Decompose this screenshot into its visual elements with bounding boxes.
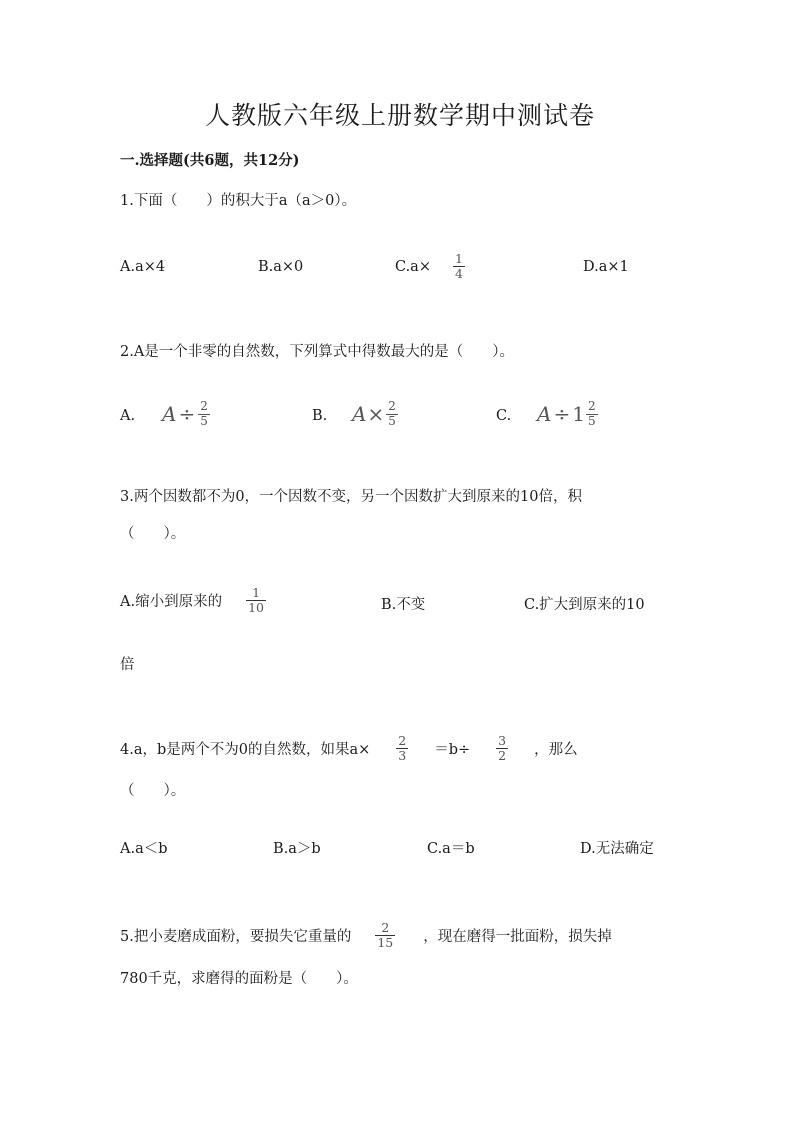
question-3-line-2: （ ）。	[120, 526, 186, 542]
multiplication-sign: ×	[367, 402, 385, 427]
fraction-denominator: 5	[388, 413, 396, 428]
question-4-line-1	[120, 734, 578, 764]
fraction-denominator: 2	[498, 748, 507, 764]
q2-option-c-expression	[537, 400, 598, 429]
math-variable: A	[537, 402, 552, 427]
question-5-line-2: 780千克，求磨得的面粉是（ ）。	[120, 971, 358, 987]
math-fraction	[198, 400, 210, 429]
math-fraction	[586, 400, 598, 429]
division-sign: ÷	[178, 402, 196, 427]
q1-option-c	[395, 252, 465, 282]
q4-text-part-2: ＝b÷	[434, 742, 471, 759]
page-title: 人教版六年级上册数学期中测试卷	[204, 101, 595, 130]
question-1-text: 1.下面（ ）的积大于a（a＞0）。	[120, 193, 357, 209]
q3-option-a-prefix: A.缩小到原来的	[120, 594, 223, 611]
q2-option-b-expression	[352, 400, 398, 429]
q1-option-a: A.a×4	[120, 259, 166, 275]
q4-option-c: C.a＝b	[427, 841, 475, 857]
q3-option-b: B.不变	[381, 597, 426, 613]
fraction-denominator: 15	[377, 935, 394, 951]
q1-option-c-fraction	[453, 252, 465, 282]
math-fraction	[386, 400, 398, 429]
fraction-denominator: 5	[200, 413, 208, 428]
q4-option-b: B.a＞b	[273, 841, 321, 857]
q1-option-d: D.a×1	[583, 259, 629, 275]
question-3-line-1: 3.两个因数都不为0，一个因数不变，另一个因数扩大到原来的10倍，积	[120, 489, 583, 505]
division-sign: ÷	[553, 402, 571, 427]
fraction-numerator: 2	[200, 399, 208, 413]
q1-option-b: B.a×0	[258, 259, 304, 275]
math-variable: A	[162, 402, 177, 427]
fraction-numerator: 2	[398, 733, 407, 748]
q3-option-a	[120, 586, 266, 616]
q4-text-part-1: 4.a，b是两个不为0的自然数，如果a×	[120, 742, 371, 759]
fraction-numerator: 2	[381, 920, 390, 935]
q3-option-a-fraction	[246, 586, 266, 616]
fraction-denominator: 5	[587, 413, 596, 428]
fraction-denominator: 4	[454, 266, 463, 282]
q5-text-part-2: ，现在磨得一批面粉，损失掉	[423, 929, 612, 946]
q3-option-c-line-1: C.扩大到原来的10	[524, 597, 645, 613]
question-4-line-2: （ ）。	[120, 783, 186, 799]
mixed-number-whole: 1	[572, 402, 585, 427]
q4-fraction-2	[496, 734, 508, 764]
question-2-text: 2.A是一个非零的自然数，下列算式中得数最大的是（ ）。	[120, 344, 515, 360]
q4-option-d: D.无法确定	[580, 841, 654, 857]
fraction-denominator: 3	[398, 748, 407, 764]
q2-option-a-expression	[162, 400, 210, 429]
question-5-line-1	[120, 921, 612, 951]
section-heading: 一.选择题(共6题，共12分)	[120, 152, 300, 169]
fraction-numerator: 2	[388, 399, 396, 413]
fraction-numerator: 1	[454, 251, 463, 266]
q2-option-a-label: A.	[120, 408, 136, 424]
fraction-numerator: 1	[252, 585, 261, 600]
q2-option-b-label: B.	[312, 408, 328, 424]
q4-fraction-1	[396, 734, 408, 764]
q2-option-c-label: C.	[496, 408, 512, 424]
q4-option-a: A.a＜b	[120, 841, 168, 857]
math-variable: A	[352, 402, 367, 427]
q1-option-c-prefix: C.a×	[395, 258, 431, 275]
fraction-denominator: 10	[248, 600, 264, 616]
q5-fraction	[375, 921, 395, 951]
fraction-numerator: 3	[498, 733, 507, 748]
q3-option-c-line-2: 倍	[120, 657, 135, 673]
q5-text-part-1: 5.把小麦磨成面粉，要损失它重量的	[120, 929, 352, 946]
fraction-numerator: 2	[587, 399, 596, 413]
q4-text-part-3: ，那么	[534, 742, 578, 759]
